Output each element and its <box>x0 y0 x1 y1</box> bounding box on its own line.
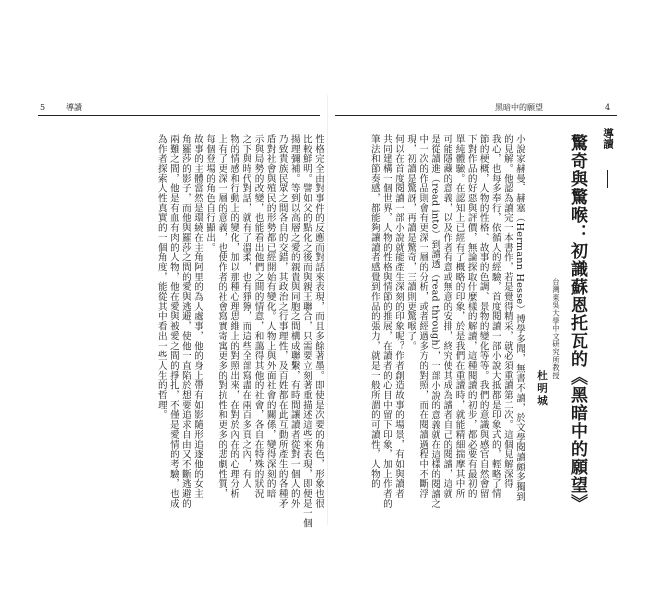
text-column: 我心，也每多奉行，依循人的經驗，首度閱讀一部小說大抵都是印象式的，輕略了情 <box>489 134 501 499</box>
text-column: 是從讀進（read into）到讀透（read through），一部小說的意義就在這樣的閱讀之 <box>429 134 441 509</box>
text-column: 共同建構一個世界，人物的性格與情節的推展，在讀者的心目中留下印象，加上作者的 <box>380 134 392 509</box>
section-label: 導讀 <box>602 128 614 149</box>
article-title-column <box>567 134 587 512</box>
text-column: 小說家赫曼．赫塞（Hermann Hesse）博學多聞，無書不讀，於文學閱讀頗多獨到 <box>514 134 525 502</box>
text-column: 單純體驗。在認知上已經有了概略的印象，於是我們在重讀時，就能精細揣摩其中所 <box>453 134 465 499</box>
text-column: 物的情感和行動上的變化，加以那種心理思維上的對照出來，在對於內在的心理分析 <box>228 134 240 499</box>
text-column: 可能隱藏的意義，以及作者有意或無意的安排，終究使其成為讀者自己的閱讀，這就 <box>441 134 453 499</box>
text-column: 何以在首度閱讀一部小說就能產生深刻的印象呢？作者創造故事的場景，有如與讀者 <box>393 134 405 499</box>
text-column: 的見解。他認為讀完一本書作，若是覺得精采，就必須重讀第二次。這個見解深得 <box>501 134 513 489</box>
text-column: 節的梗概，人物的性格、故事的色調、景物的變化等等。我們的意識與感官自然會留 <box>477 134 489 499</box>
author-block <box>533 370 552 408</box>
right-text-columns <box>335 134 525 564</box>
article-title: 驚奇與驚喉：初識蘇恩托瓦的《黑暗中的願望》 <box>567 134 587 512</box>
text-column: 之下與時代對話，就有了溫柔，也有猙獰，而這些全部寫盡在兩百多頁之內，有人 <box>240 134 252 489</box>
text-column: 性格完全由對事件的反應而對話來表現，而且多餘著墨。即使是次要的角色，形象也很 <box>313 134 324 509</box>
text-column: 揚理彌補。等到以高層之愛的親貴與同胞之間構成聯繫，有時間讓讀者從對一個人的外 <box>288 134 300 509</box>
text-column: 乃致貴族民眾之間各自的交錯，其政治之行事理性，及百姓都在此互動所產生的各種矛 <box>276 134 288 509</box>
text-column: 示與局勢的改變，也能看出他們之間的情意，和藹得其他的社會，各自在特殊的狀況 <box>252 134 264 499</box>
right-page-number: 4 <box>605 103 611 112</box>
right-page <box>335 88 625 528</box>
text-column: 筆法和節奏感，都能夠讓讀者感覺到作品的張力，就是一般所謂的可讀性，人物的 <box>368 134 380 489</box>
gutter <box>327 95 328 525</box>
text-column: 下對作品的好惡與評價，無論探取什麼樣的解讀，這種閱讀的初步，都必要有最初的 <box>465 134 477 499</box>
right-header-rule <box>335 115 617 116</box>
text-column: 上有了更深一層的意義，也使作者的社會寫實寄寓更多的對抗性和更多的悲劇性質， <box>216 134 228 499</box>
left-running-head: 導讀 <box>66 103 82 112</box>
byline <box>547 278 566 379</box>
text-column: 盾對社會與殖民的形勢都已經開始有變化。人物上與外面社會的關係，變得深刻的暗 <box>264 134 276 499</box>
text-column: 為作者探索人性真實的一個角度，能從其中看出一些人生的哲理。 <box>155 134 167 420</box>
left-page-number: 5 <box>40 103 46 112</box>
author-name: 杜明城 <box>536 370 548 408</box>
left-page <box>30 88 328 528</box>
left-header-rule <box>38 115 320 116</box>
text-column: 每個登場的角色自行顯出。 <box>204 134 216 253</box>
text-column: 兩難之間，他是有血有肉的人物，他在愛與被愛之間的掙扎，不僅是愛情的考驗，也成 <box>167 134 179 509</box>
text-column: 現，初讀是驚訝，再讀是驚奇，三讀則更驚喉了。 <box>405 134 417 351</box>
right-running-head: 黑暗中的願望 <box>495 103 543 112</box>
left-text-columns <box>42 134 324 564</box>
text-column: 比較鮮明。譬如父的點化之後而與親王聯合，只需要立刻著重描述這些來表現，即便是一個 <box>300 134 312 528</box>
text-column: 故事的主體當然是環繞在主角阿里的為人處事，他的身上帶有如影隨形追逐他的女主 <box>192 134 204 499</box>
text-column: 中一次的作品則會有更深一層的分析，或者經過多方的對照，而在閱讀過程中不斷浮 <box>417 134 429 499</box>
section-rule <box>607 170 608 188</box>
author-affiliation: 台灣東吳大學中文研究所教授 <box>552 278 561 380</box>
text-column: 角羅莎的影子，而他與羅莎之間的愛與逃避，使他一直陷於想要追求自由又不斷逃避的 <box>179 134 191 509</box>
